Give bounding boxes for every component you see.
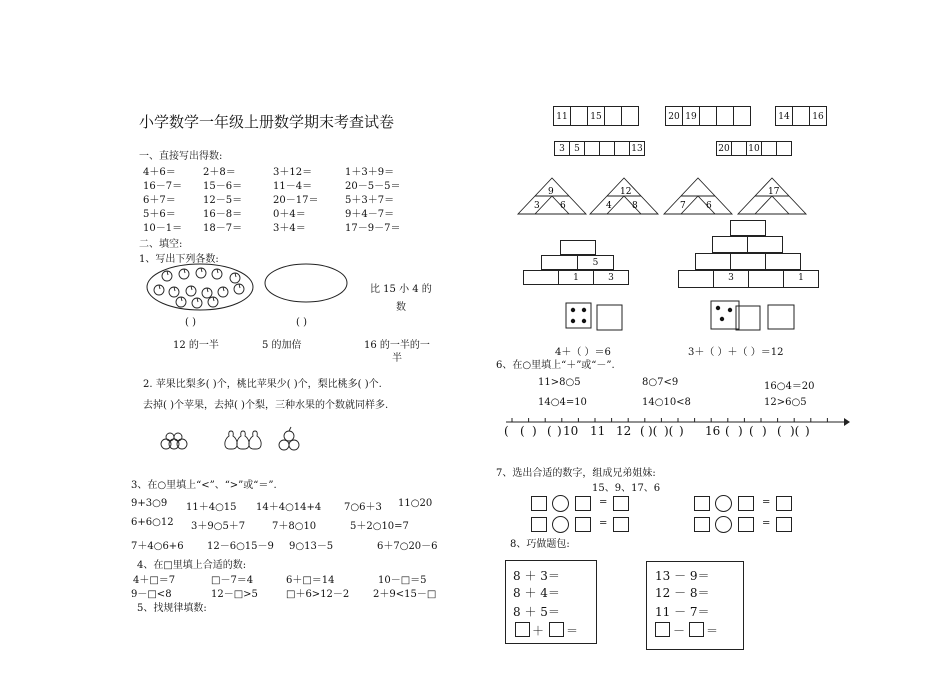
pyr2-brick xyxy=(695,253,731,270)
arithmetic-problem: 3＋4＝ xyxy=(273,223,306,234)
operator: － xyxy=(673,624,686,638)
answer-square[interactable] xyxy=(655,622,670,637)
comparison-problem: 7＋8○10 xyxy=(272,521,317,532)
label-double-5: 5 的加倍 xyxy=(262,340,302,351)
number-line-label[interactable]: )( xyxy=(648,424,658,438)
triangle-number: 17 xyxy=(768,187,780,197)
fruit-icons xyxy=(158,424,308,454)
fill-box-problem: □＋6>12－2 xyxy=(286,589,350,600)
answer-square[interactable] xyxy=(613,517,629,532)
dice-equation-1: 4＋（ ）＝6 xyxy=(555,347,611,358)
arithmetic-problem: 15－6＝ xyxy=(203,181,243,192)
number-line-label[interactable]: ( xyxy=(520,424,525,438)
arithmetic-problem: 3＋12＝ xyxy=(273,167,313,178)
arithmetic-problem: 20－17＝ xyxy=(273,195,319,206)
number-line-label[interactable]: )( xyxy=(664,424,674,438)
equals-sign: ＝ xyxy=(706,624,719,638)
label-less-than-15-b: 数 xyxy=(396,302,406,313)
apple-icon xyxy=(161,433,187,449)
section-2-heading: 二、填空: xyxy=(139,239,183,250)
equals-sign: = xyxy=(762,497,771,508)
pyr2-brick xyxy=(747,236,783,253)
answer-square[interactable] xyxy=(549,622,564,637)
comparison-problem: 9○13－5 xyxy=(289,541,334,552)
sequence-cell[interactable] xyxy=(699,106,717,126)
arithmetic-problem: 6＋7＝ xyxy=(143,195,176,206)
number-line-label[interactable]: )( xyxy=(790,424,800,438)
answer-square[interactable] xyxy=(776,517,792,532)
comparison-problem: 7○6＋3 xyxy=(344,502,382,513)
comparison-problem: 9+3○9 xyxy=(131,498,168,509)
answer-square[interactable] xyxy=(694,517,710,532)
answer-circle[interactable] xyxy=(715,516,732,533)
answer-square[interactable] xyxy=(575,496,591,511)
label-half-of-half-16: 16 的一半的一 xyxy=(364,340,430,351)
arithmetic-problem: 10－1＝ xyxy=(143,223,183,234)
plus-minus-problem: 12>6○5 xyxy=(764,397,807,408)
answer-square[interactable] xyxy=(776,496,792,511)
answer-square[interactable] xyxy=(531,496,547,511)
sequence-cell[interactable] xyxy=(761,141,777,156)
number-line-label[interactable]: ( xyxy=(725,424,730,438)
fill-box-problem: 12－□>5 xyxy=(211,589,258,600)
pear-icon xyxy=(225,431,261,449)
pyr2-brick-right: 1 xyxy=(783,270,819,288)
section-7-heading: 7、选出合适的数字，组成兄弟姐妹: xyxy=(496,468,656,479)
answer-square[interactable] xyxy=(694,496,710,511)
problem-line: 12 － 8＝ xyxy=(655,586,710,600)
sequence-grid-3 xyxy=(775,106,827,126)
page-title: 小学数学一年级上册数学期末考查试卷 xyxy=(139,113,395,131)
triangle-number: 9 xyxy=(548,187,554,197)
label-less-than-15: 比 15 小 4 的 xyxy=(370,284,432,295)
pyr2-brick-left: 3 xyxy=(713,270,749,288)
number-triangle xyxy=(518,178,586,214)
operator: ＋ xyxy=(532,624,545,638)
arithmetic-problem: 16－7＝ xyxy=(143,181,183,192)
triangle-number: 6 xyxy=(706,201,712,211)
comparison-problem: 11＋4○15 xyxy=(186,502,237,513)
number-triangle xyxy=(664,178,732,214)
number-line-label[interactable]: ( xyxy=(749,424,754,438)
answer-square[interactable] xyxy=(613,496,629,511)
answer-square[interactable] xyxy=(531,517,547,532)
sequence-cell[interactable] xyxy=(599,141,615,156)
sequence-cell[interactable] xyxy=(614,141,630,156)
sequence-cell: 3 xyxy=(554,141,570,156)
fill-box-problem: 4＋□＝7 xyxy=(133,575,176,586)
arithmetic-problem: 5＋3＋7＝ xyxy=(345,195,395,206)
plus-minus-problem: 14○4=10 xyxy=(538,397,587,408)
plus-minus-problem: 16○4＝20 xyxy=(764,381,815,392)
problem-line: 13 － 9＝ xyxy=(655,569,710,583)
number-triangle xyxy=(590,178,658,214)
sequence-cell: 10 xyxy=(746,141,762,156)
sequence-grid-1 xyxy=(553,106,639,126)
dice-three-icon xyxy=(710,300,800,332)
section-5-heading: 5、找规律填数: xyxy=(137,603,207,614)
problem-line: 11 － 7＝ xyxy=(655,605,710,619)
pyr1-brick-top xyxy=(560,240,596,255)
plus-minus-problem: 14○10<8 xyxy=(642,397,691,408)
number-line-label: ) xyxy=(532,424,537,438)
pyr1-brick-left: 1 xyxy=(558,270,594,285)
sequence-cell: 15 xyxy=(587,106,605,126)
sequence-cell[interactable] xyxy=(584,141,600,156)
number-line-label[interactable]: ( xyxy=(777,424,782,438)
sequence-cell: 19 xyxy=(682,106,700,126)
plus-minus-problem: 8○7<9 xyxy=(642,377,679,388)
sequence-cell[interactable] xyxy=(792,106,810,126)
comparison-problem: 14＋4○14+4 xyxy=(256,502,322,513)
number-line-label: ) xyxy=(805,424,810,438)
dice-equation-2: 3＋（ ）＋（ ）＝12 xyxy=(688,347,784,358)
equals-sign: = xyxy=(599,518,608,529)
section-3-heading: 3、在○里填上“<”、“>”或“＝”. xyxy=(131,480,277,491)
pyr2-brick xyxy=(730,253,766,270)
comparison-problem: 3＋9○5＋7 xyxy=(191,521,246,532)
triangle-number: 3 xyxy=(534,201,540,211)
arithmetic-problem: 4＋6＝ xyxy=(143,167,176,178)
equals-sign: = xyxy=(599,497,608,508)
section-8-heading: 8、巧做题包: xyxy=(510,539,570,550)
answer-paren-2[interactable]: ( ) xyxy=(296,317,307,328)
pyr2-brick xyxy=(712,236,748,253)
pyr1-brick xyxy=(541,255,578,270)
number-line-label: ) xyxy=(557,424,562,438)
sequence-cell: 14 xyxy=(775,106,793,126)
arithmetic-problem: 2＋8＝ xyxy=(203,167,236,178)
arithmetic-problem: 12－5＝ xyxy=(203,195,243,206)
pyr1-brick xyxy=(523,270,559,285)
sequence-cell: 20 xyxy=(716,141,732,156)
fill-box-problem: 10－□＝5 xyxy=(378,575,427,586)
sequence-cell: 11 xyxy=(553,106,571,126)
sequence-cell[interactable] xyxy=(604,106,622,126)
number-triangle xyxy=(738,178,806,214)
number-line-label: ) xyxy=(738,424,743,438)
section-7-numbers: 15、9、17、6 xyxy=(592,483,661,494)
triangle-number: 12 xyxy=(620,187,632,197)
peach-group-ellipse xyxy=(145,262,255,312)
number-line-label[interactable]: ( xyxy=(504,424,509,438)
answer-square[interactable] xyxy=(515,622,530,637)
answer-circle[interactable] xyxy=(552,495,569,512)
section-2-q1: 1、写出下列各数: xyxy=(139,254,219,265)
pyr1-brick-right: 3 xyxy=(593,270,629,285)
pyr2-brick xyxy=(765,253,801,270)
arithmetic-problem: 18－7＝ xyxy=(203,223,243,234)
equals-sign: = xyxy=(762,518,771,529)
number-line-label: 11 xyxy=(590,424,606,438)
answer-square[interactable] xyxy=(575,517,591,532)
label-half-of-12: 12 的一半 xyxy=(173,340,219,351)
sequence-cell[interactable] xyxy=(570,106,588,126)
number-line-label: 16 xyxy=(705,424,721,438)
section-6-heading: 6、在○里填上“＋”或“－”. xyxy=(496,360,615,371)
section-2-q2-line1: 2. 苹果比梨多( )个，桃比苹果少( )个，梨比桃多( )个. xyxy=(143,379,382,390)
arithmetic-problem: 11－4＝ xyxy=(273,181,313,192)
fill-box-problem: 2＋9<15－□ xyxy=(373,589,437,600)
number-line-label: 10 xyxy=(563,424,579,438)
pyr2-brick xyxy=(678,270,714,288)
sequence-cell[interactable] xyxy=(731,141,747,156)
triangle-number: 7 xyxy=(680,201,686,211)
comparison-problem: 6＋7○20－6 xyxy=(377,541,438,552)
number-line-label[interactable]: ( xyxy=(640,424,645,438)
peach-icon xyxy=(279,427,299,450)
sequence-cell: 13 xyxy=(629,141,645,156)
arithmetic-problem: 1＋3＋9＝ xyxy=(345,167,395,178)
sequence-grid-5 xyxy=(716,141,792,156)
sequence-grid-4 xyxy=(554,141,645,156)
number-triangles xyxy=(514,176,814,216)
dice-four-icon xyxy=(565,302,625,332)
sequence-cell[interactable] xyxy=(733,106,751,126)
empty-ellipse xyxy=(263,262,349,304)
answer-square[interactable] xyxy=(738,517,754,532)
section-1-heading: 一、直接写出得数: xyxy=(139,151,223,162)
arithmetic-problem: 9＋4－7＝ xyxy=(345,209,395,220)
fill-box-problem: □－7＝4 xyxy=(211,575,254,586)
pyr2-brick xyxy=(748,270,784,288)
label-half-of-half-16-b: 半 xyxy=(392,353,402,364)
sequence-cell: 16 xyxy=(809,106,827,126)
sequence-grid-2 xyxy=(665,106,751,126)
problem-line: 8 ＋ 4＝ xyxy=(513,586,560,600)
comparison-problem: 7＋4○6+6 xyxy=(131,541,184,552)
sequence-cell[interactable] xyxy=(621,106,639,126)
sequence-cell: 5 xyxy=(569,141,585,156)
equals-sign: ＝ xyxy=(566,624,579,638)
sequence-cell: 20 xyxy=(665,106,683,126)
answer-square[interactable] xyxy=(689,622,704,637)
sequence-cell[interactable] xyxy=(716,106,734,126)
answer-square[interactable] xyxy=(738,496,754,511)
pyr2-brick xyxy=(730,220,766,236)
answer-circle[interactable] xyxy=(715,495,732,512)
arithmetic-problem: 17－9－7＝ xyxy=(345,223,401,234)
comparison-problem: 5＋2○10=7 xyxy=(350,521,409,532)
triangle-number: 8 xyxy=(632,201,638,211)
number-line-label: 12 xyxy=(616,424,632,438)
pyr1-brick-mid: 5 xyxy=(577,255,614,270)
fill-box-problem: 9－□<8 xyxy=(131,589,172,600)
comparison-problem: 6+6○12 xyxy=(131,517,174,528)
answer-circle[interactable] xyxy=(552,516,569,533)
arithmetic-problem: 0＋4＝ xyxy=(273,209,306,220)
arithmetic-problem: 16－8＝ xyxy=(203,209,243,220)
answer-paren-1[interactable]: ( ) xyxy=(185,317,196,328)
triangle-number: 4 xyxy=(606,201,612,211)
arithmetic-problem: 20－5－5＝ xyxy=(345,181,401,192)
number-line-label: ) xyxy=(762,424,767,438)
sequence-cell[interactable] xyxy=(776,141,792,156)
number-line-label: ) xyxy=(679,424,684,438)
section-4-heading: 4、在□里填上合适的数: xyxy=(137,560,247,571)
fill-box-problem: 6＋□＝14 xyxy=(286,575,335,586)
number-line-label[interactable]: ( xyxy=(547,424,552,438)
problem-line: 8 ＋ 5＝ xyxy=(513,605,560,619)
comparison-problem: 11○20 xyxy=(398,498,433,509)
triangle-number: 6 xyxy=(560,201,566,211)
arithmetic-problem: 5＋6＝ xyxy=(143,209,176,220)
problem-line: 8 ＋ 3＝ xyxy=(513,569,560,583)
plus-minus-problem: 11>8○5 xyxy=(538,377,581,388)
section-2-q2-line2: 去掉( )个苹果，去掉( )个梨，三种水果的个数就同样多. xyxy=(143,400,389,411)
comparison-problem: 12－6○15－9 xyxy=(207,541,274,552)
